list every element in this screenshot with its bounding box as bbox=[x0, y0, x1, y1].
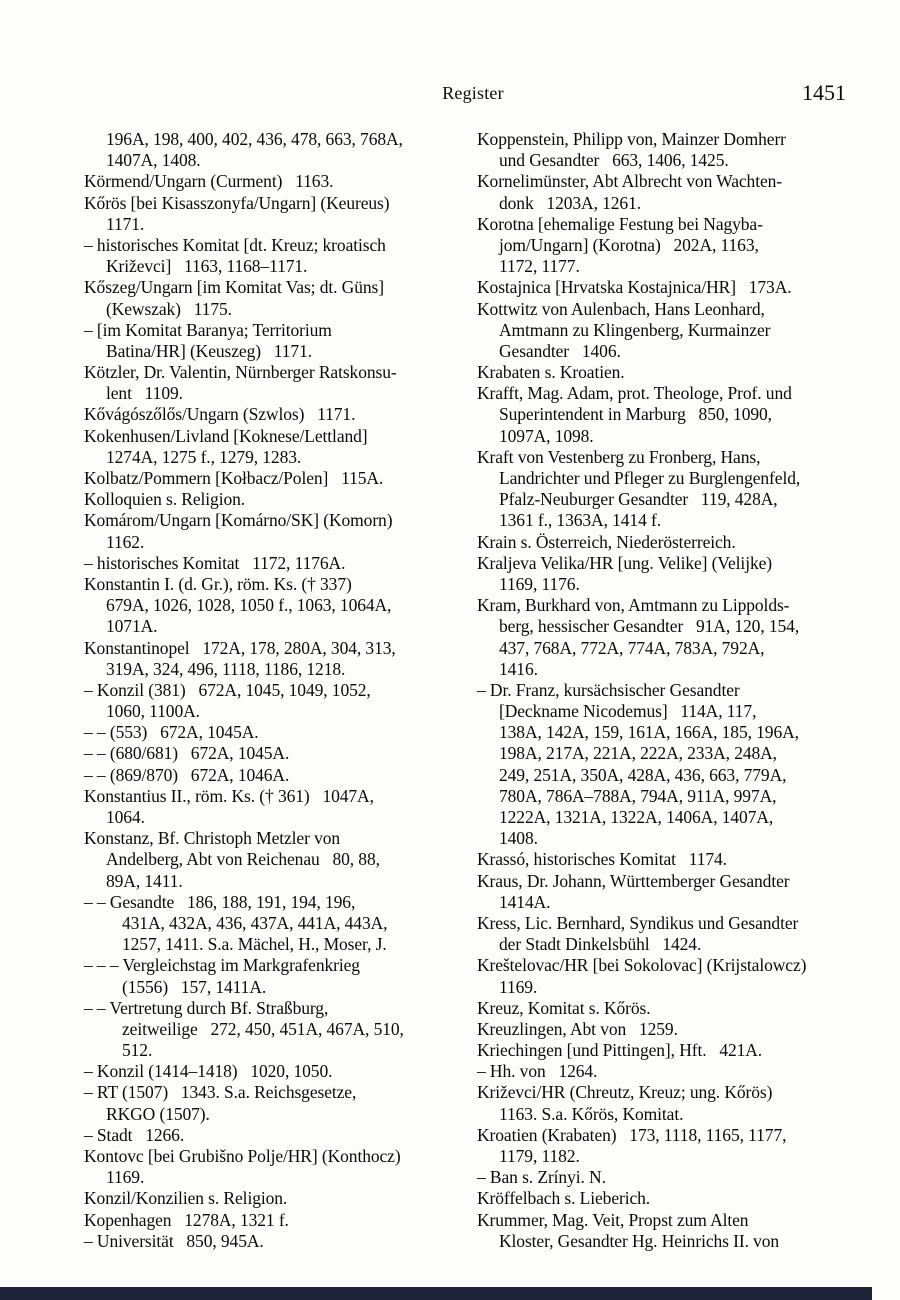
scan-edge-bar bbox=[0, 1287, 872, 1300]
index-line: Kőrös [bei Kisasszonyfa/Ungarn] (Keureus) bbox=[84, 192, 390, 213]
index-line: Superintendent in Marburg 850, 1090, bbox=[499, 404, 772, 425]
index-line: 138A, 142A, 159, 161A, 166A, 185, 196A, bbox=[499, 722, 799, 743]
page-header bbox=[84, 80, 862, 108]
index-line: 1416. bbox=[499, 658, 538, 679]
index-line: 431A, 432A, 436, 437A, 441A, 443A, bbox=[122, 912, 388, 933]
index-line: 198A, 217A, 221A, 222A, 233A, 248A, bbox=[499, 743, 777, 764]
index-line: Kraljeva Velika/HR [ung. Velike] (Velijke) bbox=[477, 552, 773, 573]
index-line: Kolloquien s. Religion. bbox=[84, 489, 246, 510]
index-line: Krummer, Mag. Veit, Propst zum Alten bbox=[477, 1209, 749, 1230]
index-line: Koppenstein, Philipp von, Mainzer Domherr bbox=[477, 129, 786, 149]
index-line: Kloster, Gesandter Hg. Heinrichs II. von bbox=[499, 1230, 780, 1251]
index-line: Kötzler, Dr. Valentin, Nürnberger Ratskonsu- bbox=[84, 362, 397, 383]
index-line: – historisches Komitat [dt. Kreuz; kroatisch bbox=[84, 234, 386, 255]
index-line: 196A, 198, 400, 402, 436, 478, 663, 768A, bbox=[106, 129, 403, 149]
index-line: – – Gesandte 186, 188, 191, 194, 196, bbox=[84, 891, 356, 912]
index-line: Kress, Lic. Bernhard, Syndikus und Gesandter bbox=[477, 912, 799, 933]
index-line: 1169. bbox=[499, 976, 538, 997]
index-line: – Dr. Franz, kursächsischer Gesandter bbox=[477, 679, 740, 700]
index-line: Kottwitz von Aulenbach, Hans Leonhard, bbox=[477, 298, 765, 319]
index-line: Batina/HR] (Keuszeg) 1171. bbox=[106, 340, 313, 361]
index-line: 1179, 1182. bbox=[499, 1146, 580, 1166]
index-line: Kraus, Dr. Johann, Württemberger Gesandter bbox=[477, 870, 790, 891]
index-line: der Stadt Dinkelsbühl 1424. bbox=[499, 934, 702, 955]
index-line: Konstanz, Bf. Christoph Metzler von bbox=[84, 828, 341, 849]
running-title: Register bbox=[442, 83, 504, 103]
index-line: Kornelimünster, Abt Albrecht von Wachten- bbox=[477, 171, 782, 192]
index-line: Kővágószőlős/Ungarn (Szwlos) 1171. bbox=[84, 404, 356, 425]
index-line: Krassó, historisches Komitat 1174. bbox=[477, 849, 727, 870]
index-line: berg, hessischer Gesandter 91A, 120, 154, bbox=[499, 616, 800, 637]
index-line: 679A, 1026, 1028, 1050 f., 1063, 1064A, bbox=[106, 595, 392, 616]
index-line: 1064. bbox=[106, 807, 145, 827]
index-line: (1556) 157, 1411A. bbox=[122, 976, 267, 997]
index-line: Kokenhusen/Livland [Koknese/Lettland] bbox=[84, 425, 368, 446]
index-line: 89A, 1411. bbox=[106, 870, 183, 891]
index-line: 319A, 324, 496, 1118, 1186, 1218. bbox=[106, 658, 346, 679]
index-line: RKGO (1507). bbox=[106, 1103, 210, 1124]
index-line: 1162. bbox=[106, 531, 145, 552]
index-line: Landrichter und Pfleger zu Burglengenfeld, bbox=[499, 468, 801, 488]
index-line: Körmend/Ungarn (Curment) 1163. bbox=[84, 171, 334, 192]
index-line: – – (869/870) 672A, 1046A. bbox=[84, 764, 290, 785]
index-line: Komárom/Ungarn [Komárno/SK] (Komorn) bbox=[84, 510, 393, 531]
index-line: Kreštelovac/HR [bei Sokolovac] (Krijstalowcz) bbox=[477, 955, 807, 976]
index-line: Andelberg, Abt von Reichenau 80, 88, bbox=[106, 849, 380, 870]
index-line: 1163. S.a. Kőrös, Komitat. bbox=[499, 1103, 684, 1124]
index-line: 1171. bbox=[106, 213, 145, 234]
index-line: – – (553) 672A, 1045A. bbox=[84, 722, 259, 743]
index-line: [Deckname Nicodemus] 114A, 117, bbox=[499, 701, 757, 722]
index-line: Konstantin I. (d. Gr.), röm. Ks. († 337) bbox=[84, 573, 352, 594]
index-line: 1169. bbox=[106, 1167, 145, 1188]
index-line: Konzil/Konzilien s. Religion. bbox=[84, 1188, 288, 1209]
index-line: Krain s. Österreich, Niederösterreich. bbox=[477, 531, 736, 552]
index-line: Kram, Burkhard von, Amtmann zu Lippolds- bbox=[477, 595, 790, 616]
index-line: Kröffelbach s. Lieberich. bbox=[477, 1188, 651, 1209]
index-line: 1407A, 1408. bbox=[106, 150, 201, 171]
index-line: 1172, 1177. bbox=[499, 256, 580, 277]
index-line: – – Vertretung durch Bf. Straßburg, bbox=[84, 997, 329, 1018]
index-line: – RT (1507) 1343. S.a. Reichsgesetze, bbox=[84, 1082, 357, 1103]
page-number: 1451 bbox=[802, 80, 846, 105]
index-line: – Konzil (381) 672A, 1045, 1049, 1052, bbox=[84, 679, 371, 700]
index-line: Amtmann zu Klingenberg, Kurmainzer bbox=[499, 319, 771, 340]
index-line: Kőszeg/Ungarn [im Komitat Vas; dt. Güns] bbox=[84, 277, 384, 298]
index-line: 1257, 1411. S.a. Mächel, H., Moser, J. bbox=[122, 934, 387, 955]
index-line: 249, 251A, 350A, 428A, 436, 663, 779A, bbox=[499, 764, 787, 785]
index-line: Križevci/HR (Chreutz, Kreuz; ung. Kőrös) bbox=[477, 1082, 773, 1103]
index-line: zeitweilige 272, 450, 451A, 467A, 510, bbox=[122, 1018, 404, 1039]
index-line: 1071A. bbox=[106, 616, 158, 637]
index-line: 1222A, 1321A, 1322A, 1406A, 1407A, bbox=[499, 807, 774, 827]
index-line: 1097A, 1098. bbox=[499, 425, 594, 446]
index-column-left bbox=[84, 129, 466, 1252]
index-line: – Ban s. Zrínyi. N. bbox=[477, 1167, 606, 1188]
index-line: Kreuz, Komitat s. Kőrös. bbox=[477, 997, 651, 1018]
index-column-right bbox=[477, 129, 869, 1252]
index-line: lent 1109. bbox=[106, 383, 183, 404]
index-line: Krafft, Mag. Adam, prot. Theologe, Prof. und bbox=[477, 383, 792, 404]
index-line: Kreuzlingen, Abt von 1259. bbox=[477, 1018, 678, 1039]
index-line: 1361 f., 1363A, 1414 f. bbox=[499, 510, 661, 531]
index-line: Kriechingen [und Pittingen], Hft. 421A. bbox=[477, 1040, 763, 1061]
index-line: – historisches Komitat 1172, 1176A. bbox=[84, 552, 346, 573]
index-line: Kraft von Vestenberg zu Fronberg, Hans, bbox=[477, 446, 761, 467]
index-line: – – – Vergleichstag im Markgrafenkrieg bbox=[84, 955, 360, 976]
index-line: Konstantinopel 172A, 178, 280A, 304, 313, bbox=[84, 637, 396, 658]
index-line: (Kewszak) 1175. bbox=[106, 298, 232, 319]
index-line: 1408. bbox=[499, 828, 538, 849]
index-line: jom/Ungarn] (Korotna) 202A, 1163, bbox=[499, 234, 759, 255]
index-line: Križevci] 1163, 1168–1171. bbox=[106, 256, 308, 277]
index-line: Krabaten s. Kroatien. bbox=[477, 362, 625, 383]
index-line: 780A, 786A–788A, 794A, 911A, 997A, bbox=[499, 785, 777, 806]
index-line: und Gesandter 663, 1406, 1425. bbox=[499, 150, 729, 171]
index-line: – Stadt 1266. bbox=[84, 1124, 185, 1145]
index-line: Kostajnica [Hrvatska Kostajnica/HR] 173A. bbox=[477, 277, 792, 298]
index-line: – – (680/681) 672A, 1045A. bbox=[84, 743, 290, 764]
index-line: Korotna [ehemalige Festung bei Nagyba- bbox=[477, 213, 763, 234]
index-line: Pfalz-Neuburger Gesandter 119, 428A, bbox=[499, 489, 778, 510]
index-line: 512. bbox=[122, 1040, 153, 1061]
index-line: 1414A. bbox=[499, 891, 551, 912]
index-line: Kolbatz/Pommern [Kołbacz/Polen] 115A. bbox=[84, 468, 384, 488]
index-line: 1060, 1100A. bbox=[106, 701, 200, 722]
index-line: Kontovc [bei Grubišno Polje/HR] (Konthocz) bbox=[84, 1146, 401, 1166]
index-line: – Hh. von 1264. bbox=[477, 1061, 598, 1082]
index-line: – [im Komitat Baranya; Territorium bbox=[84, 319, 332, 340]
index-line: 1169, 1176. bbox=[499, 573, 580, 594]
index-line: Konstantius II., röm. Ks. († 361) 1047A, bbox=[84, 785, 374, 806]
index-line: Kopenhagen 1278A, 1321 f. bbox=[84, 1209, 289, 1230]
index-line: 1274A, 1275 f., 1279, 1283. bbox=[106, 446, 302, 467]
index-line: – Konzil (1414–1418) 1020, 1050. bbox=[84, 1061, 333, 1082]
index-line: 437, 768A, 772A, 774A, 783A, 792A, bbox=[499, 637, 765, 658]
index-line: – Universität 850, 945A. bbox=[84, 1230, 264, 1251]
index-line: Kroatien (Krabaten) 173, 1118, 1165, 1177, bbox=[477, 1124, 787, 1145]
index-line: Gesandter 1406. bbox=[499, 340, 621, 361]
index-line: donk 1203A, 1261. bbox=[499, 192, 641, 213]
